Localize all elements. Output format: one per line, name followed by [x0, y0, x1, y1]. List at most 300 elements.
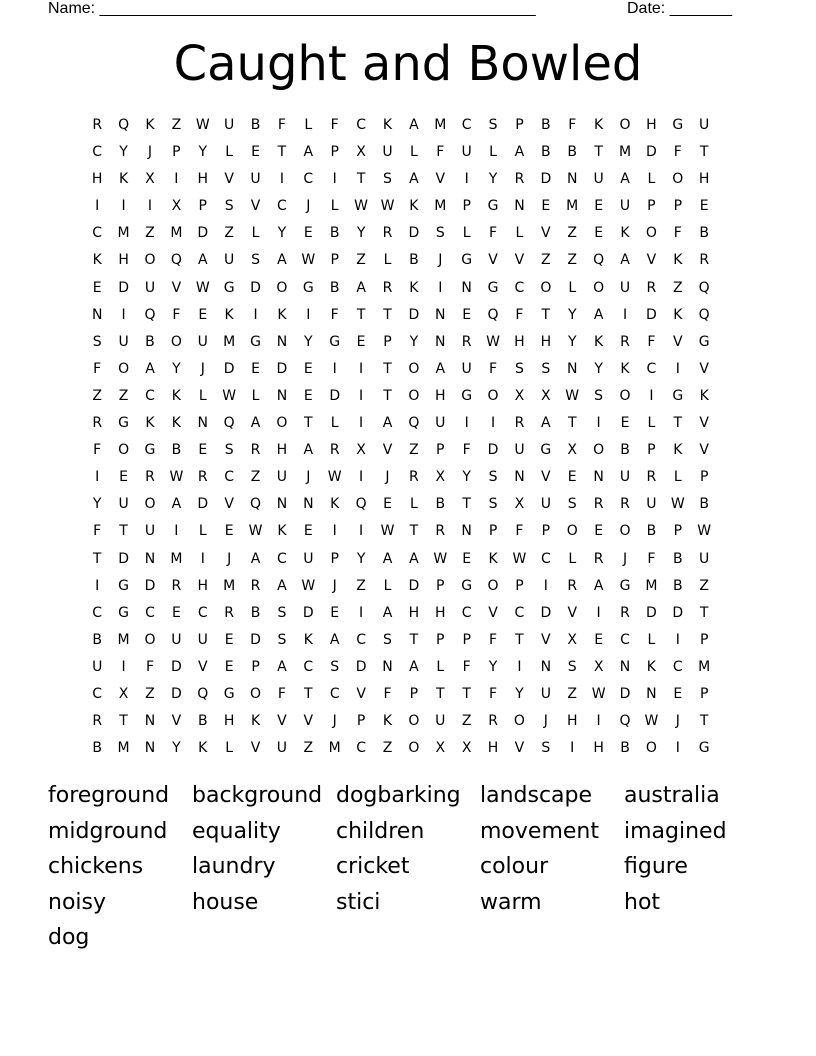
grid-letter: G	[118, 604, 130, 621]
grid-letter: O	[593, 279, 605, 296]
grid-letter: Y	[356, 550, 366, 567]
grid-letter: V	[435, 171, 446, 188]
grid-letter: V	[171, 713, 182, 730]
grid-letter: E	[224, 523, 234, 540]
grid-letter: K	[409, 279, 419, 296]
grid-letter: I	[675, 631, 680, 648]
grid-letter: H	[118, 252, 129, 269]
grid-letter: I	[359, 415, 364, 432]
word-list-item: imagined	[624, 818, 727, 844]
grid-letter: R	[250, 442, 261, 459]
word-list-row	[48, 920, 768, 956]
grid-letter: F	[462, 442, 471, 459]
grid-letter: O	[144, 631, 156, 648]
grid-letter: S	[383, 171, 392, 188]
grid-letter: P	[515, 577, 524, 594]
grid-letter: F	[145, 658, 154, 675]
grid-letter: Z	[171, 117, 182, 133]
grid-letter: C	[303, 171, 314, 188]
grid-letter: N	[514, 469, 525, 486]
grid-letter: O	[593, 442, 605, 459]
grid-letter: P	[330, 252, 339, 269]
grid-letter: B	[541, 144, 551, 161]
grid-letter: T	[699, 713, 709, 730]
grid-letter: E	[594, 523, 604, 540]
word-list-item: laundry	[192, 854, 276, 880]
word-list-item: dog	[48, 925, 90, 951]
grid-letter: Y	[198, 144, 208, 161]
grid-letter: U	[144, 523, 156, 540]
grid-letter: T	[383, 306, 392, 323]
grid-letter: I	[174, 171, 179, 188]
grid-letter: U	[303, 550, 314, 567]
grid-letter: V	[488, 604, 498, 621]
grid-letter: O	[672, 171, 684, 188]
grid-letter: R	[593, 496, 604, 513]
grid-letter: F	[93, 523, 102, 540]
grid-letter: R	[250, 577, 261, 594]
grid-letter: D	[540, 604, 552, 621]
grid-letter: T	[356, 306, 366, 323]
grid-letter: V	[488, 252, 498, 269]
grid-letter: L	[515, 225, 524, 242]
grid-letter: N	[566, 171, 578, 188]
grid-letter: T	[673, 415, 683, 432]
grid-letter: F	[383, 685, 392, 702]
grid-letter: K	[277, 306, 287, 323]
grid-row	[84, 654, 717, 681]
grid-letter: R	[409, 469, 419, 486]
grid-letter: L	[409, 496, 418, 513]
grid-letter: I	[95, 577, 100, 594]
grid-letter: X	[356, 144, 366, 161]
grid-letter: R	[92, 415, 103, 432]
grid-letter: F	[330, 117, 339, 133]
grid-letter: N	[435, 333, 446, 350]
grid-letter: C	[224, 469, 235, 486]
grid-letter: A	[514, 144, 525, 161]
grid-letter: U	[540, 685, 551, 702]
grid-letter: Z	[92, 387, 102, 404]
grid-letter: W	[486, 333, 500, 350]
grid-letter: Q	[698, 306, 710, 323]
grid-letter: C	[92, 604, 103, 621]
grid-letter: P	[436, 577, 445, 594]
grid-letter: G	[672, 387, 684, 404]
grid-letter: G	[487, 198, 499, 215]
grid-letter: H	[197, 577, 209, 594]
grid-letter: V	[514, 740, 525, 757]
grid-row	[84, 410, 717, 437]
grid-letter: T	[699, 604, 709, 621]
grid-letter: R	[92, 117, 103, 133]
grid-letter: J	[332, 577, 337, 594]
grid-letter: R	[620, 604, 630, 621]
grid-letter: D	[355, 658, 367, 675]
grid-letter: F	[489, 225, 498, 242]
grid-letter: M	[434, 198, 447, 215]
grid-letter: D	[408, 225, 420, 242]
grid-letter: L	[225, 740, 234, 757]
grid-letter: U	[118, 333, 129, 350]
grid-row	[84, 220, 717, 247]
grid-letter: V	[646, 252, 657, 269]
grid-letter: O	[118, 360, 130, 377]
grid-letter: Q	[170, 252, 182, 269]
grid-letter: O	[408, 740, 420, 757]
grid-letter: I	[359, 387, 364, 404]
grid-letter: D	[646, 144, 657, 161]
grid-letter: J	[306, 469, 311, 486]
grid-letter: V	[224, 496, 234, 513]
grid-letter: R	[461, 333, 472, 350]
grid-letter: B	[329, 225, 340, 242]
grid-letter: F	[647, 550, 656, 567]
grid-letter: I	[438, 279, 443, 296]
grid-letter: K	[673, 306, 683, 323]
grid-letter: H	[593, 740, 604, 757]
grid-letter: U	[92, 658, 103, 675]
grid-row	[84, 329, 717, 356]
grid-letter: L	[568, 550, 577, 567]
grid-letter: M	[170, 550, 183, 567]
grid-letter: P	[436, 631, 445, 648]
grid-letter: K	[224, 306, 234, 323]
word-list-item: children	[336, 818, 425, 844]
grid-letter: V	[699, 442, 709, 459]
grid-letter: D	[672, 604, 684, 621]
grid-letter: D	[250, 279, 261, 296]
grid-letter: I	[464, 415, 469, 432]
grid-letter: S	[541, 740, 551, 757]
word-list-row	[48, 849, 768, 885]
grid-letter: L	[251, 225, 260, 242]
grid-letter: B	[409, 252, 419, 269]
grid-letter: Q	[408, 415, 420, 432]
grid-letter: N	[461, 279, 472, 296]
grid-letter: R	[329, 442, 340, 459]
grid-letter: M	[645, 577, 658, 594]
grid-letter: I	[675, 740, 680, 757]
grid-letter: Z	[224, 225, 234, 242]
grid-letter: D	[329, 387, 341, 404]
grid-letter: Z	[409, 442, 419, 459]
grid-row	[84, 193, 717, 220]
grid-letter: I	[332, 360, 337, 377]
grid-letter: A	[277, 577, 287, 594]
grid-letter: L	[647, 631, 656, 648]
grid-letter: B	[250, 604, 261, 621]
grid-letter: A	[409, 171, 419, 188]
grid-letter: C	[145, 604, 155, 621]
grid-letter: Y	[277, 225, 287, 242]
grid-letter: T	[304, 685, 313, 702]
grid-letter: I	[121, 658, 126, 675]
grid-letter: J	[438, 252, 443, 269]
grid-letter: R	[593, 550, 604, 567]
grid-letter: S	[515, 360, 524, 377]
grid-letter: Z	[567, 252, 578, 269]
grid-letter: R	[92, 713, 103, 730]
grid-letter: Y	[594, 360, 603, 377]
grid-letter: I	[332, 523, 337, 540]
grid-letter: V	[541, 469, 551, 486]
grid-letter: G	[302, 279, 314, 296]
grid-row	[84, 546, 717, 573]
grid-letter: B	[567, 144, 578, 161]
grid-letter: E	[356, 333, 366, 350]
grid-row	[84, 491, 717, 518]
word-list-item: midground	[48, 818, 168, 844]
grid-letter: S	[330, 658, 340, 675]
grid-letter: U	[197, 631, 208, 648]
grid-letter: W	[301, 252, 316, 269]
grid-letter: L	[568, 279, 577, 296]
word-list-item: landscape	[480, 783, 593, 808]
grid-letter: J	[200, 360, 205, 377]
grid-letter: R	[646, 279, 657, 296]
grid-letter: A	[620, 171, 630, 188]
grid-letter: B	[145, 333, 155, 350]
grid-letter: N	[646, 685, 657, 702]
grid-letter: S	[224, 198, 234, 215]
grid-letter: P	[251, 658, 260, 675]
grid-letter: F	[93, 360, 102, 377]
grid-letter: J	[332, 713, 337, 730]
grid-letter: L	[330, 198, 339, 215]
grid-letter: Z	[356, 252, 366, 269]
grid-letter: H	[698, 171, 710, 188]
grid-letter: I	[570, 740, 575, 757]
grid-letter: D	[302, 604, 314, 621]
grid-letter: R	[646, 469, 657, 486]
grid-letter: H	[91, 171, 103, 188]
grid-letter: T	[462, 685, 471, 702]
grid-letter: W	[644, 713, 659, 730]
grid-letter: K	[145, 415, 155, 432]
grid-letter: N	[514, 198, 525, 215]
grid-letter: E	[303, 225, 313, 242]
grid-letter: S	[435, 225, 445, 242]
grid-letter: K	[382, 713, 393, 730]
grid-letter: Y	[515, 685, 524, 702]
grid-letter: T	[594, 144, 603, 161]
grid-letter: U	[197, 333, 208, 350]
word-list-item: equality	[192, 818, 281, 844]
grid-letter: T	[462, 496, 471, 513]
letter-grid	[84, 112, 717, 762]
grid-letter: F	[277, 117, 286, 133]
word-list-item: australia	[624, 783, 720, 808]
grid-letter: Y	[92, 496, 102, 513]
grid-letter: B	[672, 550, 683, 567]
grid-letter: U	[171, 631, 182, 648]
grid-letter: E	[383, 496, 392, 513]
grid-letter: E	[119, 469, 129, 486]
grid-letter: H	[197, 171, 209, 188]
grid-letter: A	[145, 360, 155, 377]
grid-letter: V	[197, 658, 208, 675]
grid-letter: I	[359, 604, 364, 621]
grid-letter: V	[567, 604, 578, 621]
grid-letter: Q	[223, 415, 235, 432]
grid-letter: D	[619, 685, 631, 702]
grid-letter: T	[383, 387, 392, 404]
grid-letter: V	[356, 685, 366, 702]
grid-letter: A	[171, 496, 182, 513]
grid-letter: H	[646, 117, 657, 133]
grid-letter: Q	[487, 306, 499, 323]
grid-letter: V	[541, 631, 551, 648]
grid-letter: L	[330, 415, 339, 432]
grid-letter: C	[277, 198, 287, 215]
grid-letter: B	[699, 225, 709, 242]
grid-letter: S	[567, 658, 577, 675]
grid-letter: A	[303, 442, 314, 459]
grid-row	[84, 383, 717, 410]
grid-letter: O	[118, 442, 130, 459]
grid-letter: I	[253, 306, 258, 323]
grid-letter: K	[303, 631, 313, 648]
grid-letter: Q	[619, 713, 631, 730]
grid-letter: K	[699, 387, 709, 404]
grid-letter: R	[620, 496, 630, 513]
grid-row	[84, 518, 717, 545]
grid-letter: E	[303, 387, 313, 404]
grid-letter: K	[409, 198, 419, 215]
word-list-item: cricket	[336, 854, 410, 880]
grid-letter: Y	[567, 333, 577, 350]
grid-letter: S	[541, 360, 551, 377]
grid-letter: U	[118, 496, 129, 513]
grid-letter: X	[567, 442, 578, 459]
grid-letter: U	[593, 171, 604, 188]
grid-letter: E	[594, 198, 604, 215]
grid-letter: E	[541, 198, 551, 215]
name-field-line: Name: _________________________________________________	[48, 0, 536, 17]
grid-letter: O	[276, 279, 288, 296]
grid-letter: L	[647, 415, 656, 432]
grid-letter: B	[646, 523, 657, 540]
grid-letter: D	[197, 496, 209, 513]
grid-letter: L	[251, 387, 260, 404]
grid-letter: B	[92, 631, 102, 648]
grid-letter: S	[277, 631, 287, 648]
grid-letter: X	[461, 740, 472, 757]
grid-letter: O	[487, 387, 499, 404]
grid-letter: F	[673, 225, 682, 242]
grid-letter: B	[197, 713, 208, 730]
grid-letter: C	[92, 685, 103, 702]
grid-letter: F	[515, 306, 524, 323]
grid-letter: G	[144, 442, 156, 459]
grid-letter: J	[675, 713, 680, 730]
grid-letter: T	[119, 713, 128, 730]
grid-letter: S	[488, 496, 498, 513]
page-title: Caught and Bowled	[173, 36, 643, 92]
grid-letter: Q	[118, 117, 130, 133]
grid-letter: A	[250, 550, 261, 567]
grid-letter: C	[329, 685, 340, 702]
grid-letter: G	[672, 117, 684, 133]
grid-letter: P	[330, 550, 339, 567]
grid-letter: Y	[409, 333, 419, 350]
grid-letter: R	[224, 604, 235, 621]
grid-letter: U	[646, 496, 657, 513]
grid-letter: K	[673, 252, 683, 269]
grid-letter: A	[277, 658, 287, 675]
grid-letter: E	[251, 144, 260, 161]
grid-letter: O	[619, 523, 631, 540]
grid-letter: P	[330, 144, 339, 161]
word-list-row	[48, 814, 768, 850]
grid-letter: M	[566, 198, 579, 215]
grid-letter: I	[649, 387, 654, 404]
grid-letter: K	[594, 117, 604, 133]
grid-letter: C	[356, 740, 366, 757]
grid-row	[84, 600, 717, 627]
grid-letter: R	[699, 252, 710, 269]
grid-letter: J	[227, 550, 232, 567]
grid-letter: A	[382, 550, 393, 567]
grid-row	[84, 573, 717, 600]
grid-letter: V	[224, 171, 234, 188]
grid-letter: F	[172, 306, 181, 323]
grid-letter: C	[514, 604, 525, 621]
word-list-item: stici	[336, 889, 381, 915]
grid-letter: G	[540, 442, 552, 459]
grid-letter: F	[462, 658, 471, 675]
grid-letter: X	[118, 685, 129, 702]
grid-row	[84, 302, 717, 329]
grid-letter: V	[673, 333, 683, 350]
grid-letter: G	[619, 577, 631, 594]
grid-letter: L	[409, 144, 418, 161]
grid-letter: I	[543, 577, 548, 594]
grid-letter: W	[195, 117, 210, 133]
grid-letter: S	[594, 387, 604, 404]
grid-letter: C	[303, 658, 314, 675]
grid-letter: C	[197, 604, 208, 621]
grid-letter: W	[354, 198, 369, 215]
grid-letter: D	[487, 442, 499, 459]
grid-letter: P	[673, 523, 683, 540]
grid-letter: P	[462, 631, 471, 648]
grid-letter: C	[540, 550, 551, 567]
grid-letter: A	[620, 252, 630, 269]
grid-letter: R	[435, 523, 446, 540]
grid-letter: I	[279, 171, 284, 188]
grid-letter: Y	[172, 360, 181, 377]
grid-letter: G	[487, 279, 499, 296]
grid-letter: R	[197, 469, 208, 486]
grid-row	[84, 275, 717, 302]
grid-letter: U	[435, 713, 446, 730]
grid-letter: E	[198, 442, 208, 459]
grid-letter: U	[461, 360, 472, 377]
grid-letter: O	[408, 713, 420, 730]
word-list-item: dogbarking	[336, 783, 461, 808]
grid-letter: P	[172, 144, 181, 161]
grid-letter: P	[699, 631, 709, 648]
grid-letter: V	[303, 713, 314, 730]
grid-letter: A	[329, 631, 340, 648]
grid-letter: K	[145, 117, 155, 133]
grid-letter: T	[304, 415, 313, 432]
grid-letter: O	[250, 685, 262, 702]
word-list-item: hot	[624, 889, 661, 915]
grid-letter: H	[540, 333, 552, 350]
